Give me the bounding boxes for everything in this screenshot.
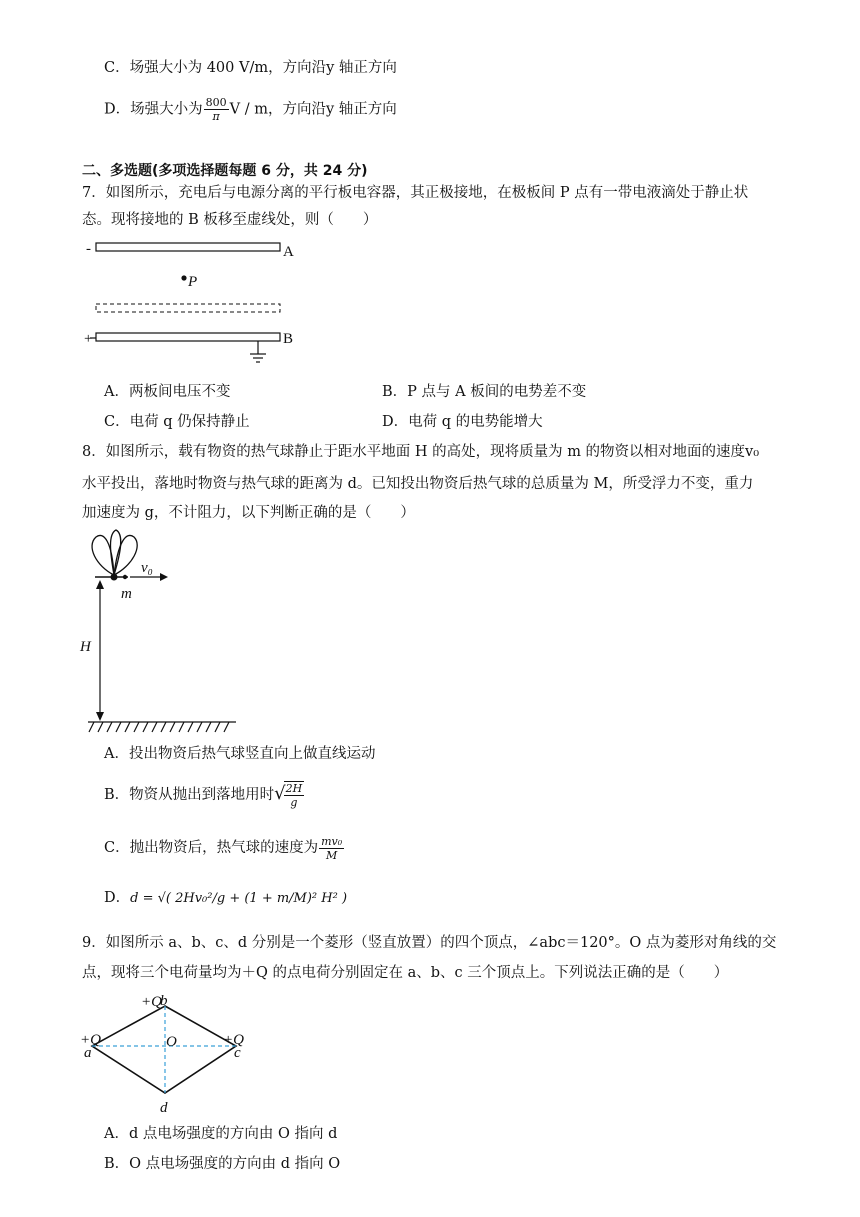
rhombus-outline [92,1006,236,1093]
q9-option-b: B．O 点电场强度的方向由 d 指向 O [104,1156,341,1172]
q9-stem-line1: 9．如图所示 a、b、c、d 分别是一个菱形（竖直放置）的四个顶点，∠abc＝120°。O 点为菱形对角线的交 [82,935,777,951]
q7-stem-line1: 7．如图所示，充电后与电源分离的平行板电容器，其正极接地，在极板间 P 点有一带电液滴处于静止状 [82,185,749,201]
q8-option-c-denominator: M [325,848,338,862]
q8-stem-line3: 加速度为 g，不计阻力，以下判断正确的是（ ） [82,505,415,521]
charge-label-b: +Q [141,994,162,1010]
q9-stem-line2: 点，现将三个电荷量均为＋Q 的点电荷分别固定在 a、b、c 三个顶点上。下列说法正确的是（ ） [82,965,729,981]
q6-option-d-prefix: D．场强大小为 [104,101,203,118]
q7-point-p-label: P [188,274,198,290]
q7-minus-sign: - [86,241,91,257]
q6-option-d-suffix: V / m，方向沿y 轴正方向 [229,101,397,118]
q7-plate-b-label: B [283,331,294,347]
q8-option-d-prefix: D． [104,890,131,906]
q8-option-c-numerator: mv₀ [321,834,343,848]
q8-option-b-numerator: 2H [285,782,303,795]
vertex-c-label: c [234,1045,241,1061]
height-label: H [80,639,91,655]
section-heading: 二、多选题(多项选择题每题 6 分，共 24 分) [82,163,368,179]
vertex-a-label: a [84,1045,92,1061]
q6-option-c: C．场强大小为 400 V/m，方向沿y 轴正方向 [104,60,397,76]
q7-option-b: B．P 点与 A 板间的电势差不变 [382,384,587,400]
q6-option-d-denominator: π [212,110,220,123]
q6-option-d-numerator: 800 [205,96,227,109]
q9-option-a: A．d 点电场强度的方向由 O 指向 d [104,1126,338,1142]
q7-option-c: C．电荷 q 仍保持静止 [104,414,250,430]
vertex-b-label: b [160,993,168,1009]
velocity-label: v₀ [141,560,153,576]
center-o-label: O [166,1034,177,1050]
charge-label-a: +Q [80,1032,101,1048]
q8-option-c-prefix: C．抛出物资后，热气球的速度为 [104,840,319,856]
sqrt-symbol: √ [274,783,286,804]
q8-option-d-formula: d = √( 2Hv₀²/g + (1 + m/M)² H² ) [130,891,348,906]
vertex-d-label: d [160,1100,168,1116]
q7-plate-a-label: A [283,244,294,260]
q8-stem-line2: 水平投出，落地时物资与热气球的距离为 d。已知投出物资后热气球的总质量为 M，所受浮力不变，重力 [82,476,754,492]
q8-option-b-prefix: B．物资从抛出到落地用时 [104,787,275,803]
mass-label: m [121,586,132,602]
q7-option-d: D．电荷 q 的电势能增大 [382,414,543,430]
q8-option-b-denominator: g [290,796,298,809]
q7-stem-line2: 态。现将接地的 B 板移至虚线处，则（ ） [82,212,378,228]
q8-option-a: A．投出物资后热气球竖直向上做直线运动 [104,746,376,762]
q8-stem-line1: 8．如图所示，载有物资的热气球静止于距水平地面 H 的高处，现将质量为 m 的物资以相对地面的速度v₀ [82,444,760,460]
charge-label-c: +Q [223,1032,244,1048]
q7-plus-sign: + [84,331,93,347]
q7-option-a: A．两板间电压不变 [104,384,231,400]
